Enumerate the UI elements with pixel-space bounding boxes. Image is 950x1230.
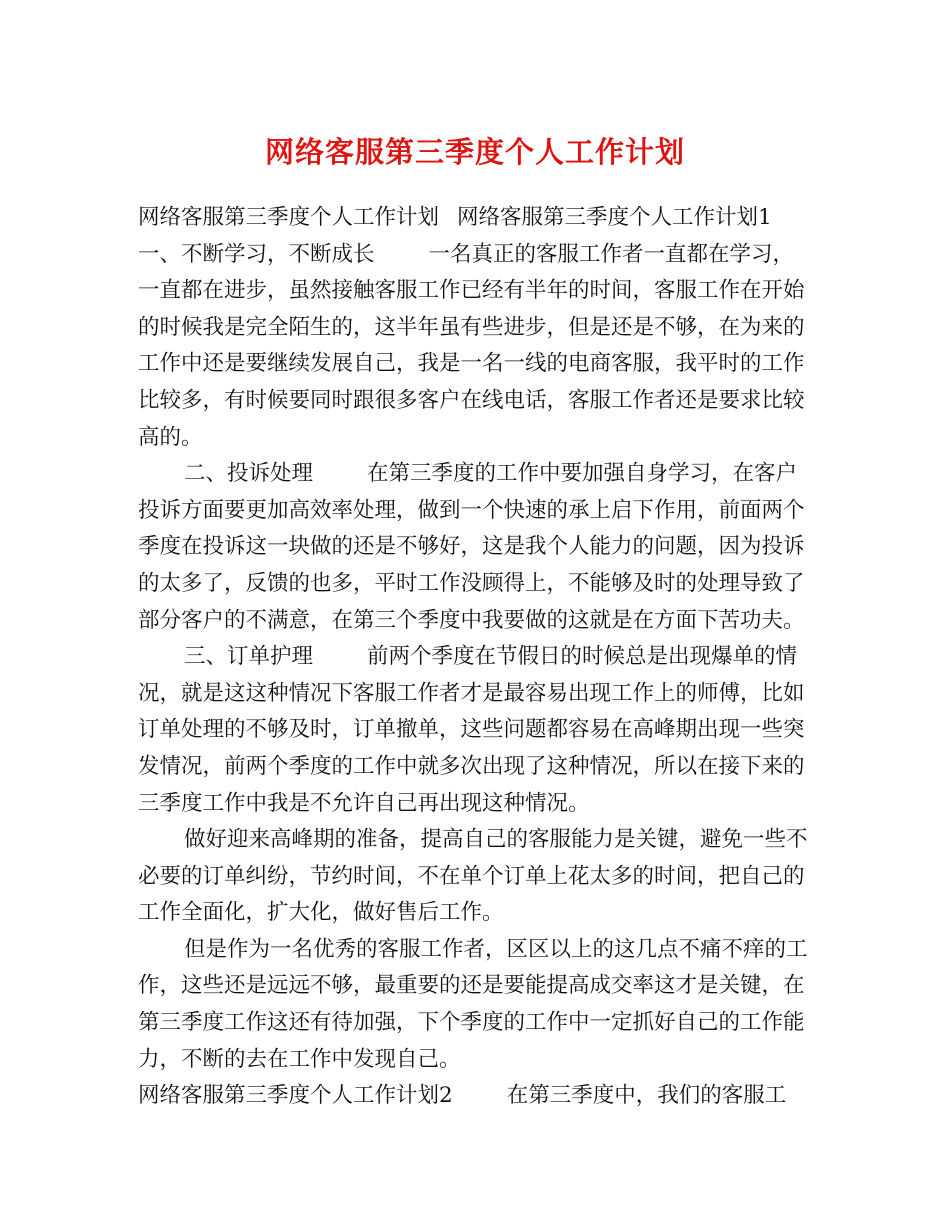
text-line: 发情况，前两个季度的工作中就多次出现了这种情况，所以在接下来的 [138,753,805,779]
text-line [138,200,818,237]
text-line: 工作中还是要继续发展自己，我是一名一线的电商客服，我平时的工作 [138,351,805,377]
text-line: 的太多了，反馈的也多，平时工作没顾得上，不能够及时的处理导致了 [138,570,805,596]
text-line: 工作全面化，扩大化，做好售后工作。 [138,900,504,926]
section-heading: 三、订单护理 [184,644,314,670]
text-line: 三季度工作中我是不允许自己再出现这种情况。 [138,790,590,816]
section-heading: 二、投诉处理 [184,461,314,487]
text-segment: 做好迎来高峰期的准备，提高自己的客服能力是关键，避免一些不 [184,827,808,853]
text-line [138,932,818,969]
text-line: 高的。 [138,424,203,450]
text-segment: 网络客服第三季度个人工作计划1 [457,205,772,230]
document-title: 网络客服第三季度个人工作计划 [264,135,685,169]
text-line [138,822,818,859]
text-line: 比较多，有时候要同时跟很多客户在线电话，客服工作者还是要求比较 [138,387,805,413]
text-line: 一直都在进步，虽然接触客服工作已经有半年的时间，客服工作在开始 [138,278,805,304]
text-line: 季度在投诉这一块做的还是不够好，这是我个人能力的问题，因为投诉 [138,534,805,560]
text-segment: 在第三季度的工作中要加强自身学习，在客户 [367,461,798,487]
text-segment: 一名真正的客服工作者一直都在学习， [428,241,795,267]
text-line: 投诉方面要更加高效率处理，做到一个快速的承上启下作用，前面两个 [138,497,805,523]
text-line: 订单处理的不够及时，订单撤单，这些问题都容易在高峰期出现一些突 [138,717,805,743]
section-heading: 一、不断学习，不断成长 [138,241,375,267]
text-line: 部分客户的不满意，在第三个季度中我要做的这就是在方面下苦功夫。 [138,607,805,633]
text-line [138,639,818,676]
text-segment: 网络客服第三季度个人工作计划2 [138,1083,453,1109]
text-segment: 前两个季度在节假日的时候总是出现爆单的情 [367,644,798,670]
text-line: 况，就是这这种情况下客服工作者才是最容易出现工作上的师傅，比如 [138,680,805,706]
text-line: 必要的订单纠纷，节约时间，不在单个订单上花太多的时间，把自己的 [138,863,805,889]
document-body [138,200,818,1115]
text-segment: 网络客服第三季度个人工作计划 [138,205,440,230]
text-line: 作，这些还是远远不够，最重要的还是要能提高成交率这才是关键，在 [138,973,805,999]
text-line: 的时候我是完全陌生的，这半年虽有些进步，但是还是不够，在为来的 [138,314,805,340]
text-line [138,1078,818,1115]
text-line: 第三季度工作这还有待加强，下个季度的工作中一定抓好自己的工作能 [138,1010,805,1036]
text-line [138,237,818,274]
text-line [138,456,818,493]
text-segment: 在第三季度中，我们的客服工 [506,1083,787,1109]
text-line: 力，不断的去在工作中发现自己。 [138,1046,461,1072]
text-segment: 但是作为一名优秀的客服工作者，区区以上的这几点不痛不痒的工 [184,936,808,962]
